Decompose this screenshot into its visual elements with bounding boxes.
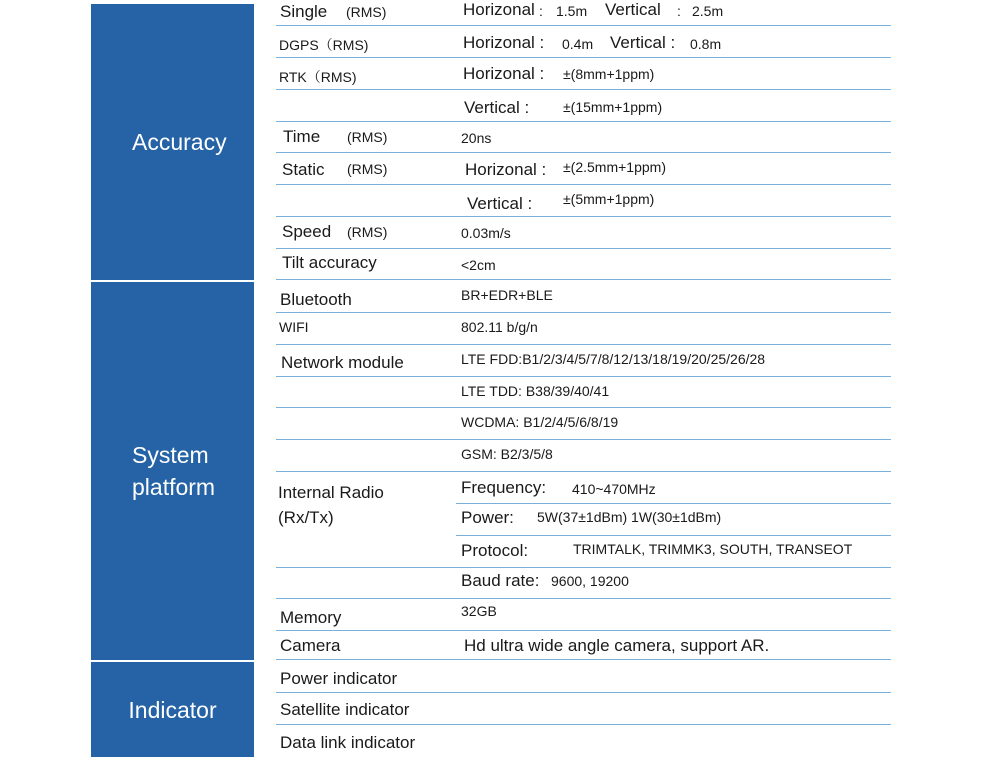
network-value: LTE TDD: B38/39/40/41 [461, 383, 610, 399]
row-label: DGPS（RMS) [279, 37, 369, 53]
row-label: Static [282, 160, 325, 179]
row-bluetooth [276, 282, 891, 313]
row-label: Speed [282, 222, 332, 241]
row-network [276, 345, 891, 377]
row-label: Network module [281, 353, 404, 372]
baud-value: 9600, 19200 [551, 573, 629, 589]
row-label: Satellite indicator [280, 700, 410, 719]
row-radio-baud [276, 568, 891, 599]
row-network-3 [276, 408, 891, 440]
horizontal-value: 0.4m [562, 36, 594, 52]
row-label: Time [283, 127, 321, 146]
row-wifi [276, 313, 891, 345]
vertical-value: 0.8m [690, 36, 722, 52]
horizontal-label: Horizonal : [465, 160, 547, 179]
row-satellite-indicator [276, 693, 891, 725]
category-indicator [91, 662, 254, 757]
frequency-value: 410~470MHz [572, 481, 656, 497]
memory-value: 32GB [461, 603, 497, 619]
time-value: 20ns [461, 130, 492, 146]
rms-label: (RMS) [347, 129, 388, 145]
rms-label: (RMS) [347, 161, 388, 177]
vertical-value: ±(15mm+1ppm) [563, 99, 663, 115]
network-value: WCDMA: B1/2/4/5/6/8/19 [461, 414, 619, 430]
category-accuracy [91, 4, 254, 280]
horizontal-value: 1.5m [556, 3, 588, 19]
row-label: Data link indicator [280, 733, 416, 752]
baud-label: Baud rate: [461, 571, 540, 590]
vertical-label: Vertical : [464, 98, 530, 117]
horizontal-value: ±(2.5mm+1ppm) [563, 159, 666, 175]
rms-label: (RMS) [347, 224, 388, 240]
row-tilt [276, 249, 891, 280]
tilt-value: <2cm [461, 257, 496, 273]
horizontal-label: Horizonal [463, 0, 535, 19]
row-radio-protocol [276, 536, 891, 568]
row-label: Power indicator [280, 669, 398, 688]
frequency-label: Frequency: [461, 478, 547, 497]
vertical-label: Vertical [605, 0, 661, 19]
row-single [276, 0, 891, 26]
row-radio-power [456, 504, 891, 536]
row-rtk [276, 58, 891, 90]
row-dgps [276, 26, 891, 58]
category-system-platform [91, 282, 254, 660]
power-label: Power: [461, 508, 514, 527]
radio-label: Internal Radio (Rx/Tx) [278, 483, 384, 527]
vertical-sep: : [677, 3, 681, 19]
row-power-indicator [276, 662, 891, 693]
category-label: System platform [132, 442, 216, 500]
vertical-label: Vertical : [610, 33, 676, 52]
speed-value: 0.03m/s [461, 225, 511, 241]
horizontal-label: Horizonal : [463, 64, 545, 83]
row-label: Bluetooth [280, 290, 352, 309]
protocol-value: TRIMTALK, TRIMMK3, SOUTH, TRANSEOT [573, 541, 853, 557]
category-label: Indicator [128, 696, 217, 723]
rms-label: (RMS) [346, 4, 387, 20]
horizontal-value: ±(8mm+1ppm) [563, 66, 655, 82]
row-time [276, 122, 891, 153]
row-rtk-vertical [276, 90, 891, 122]
category-label: Accuracy [132, 129, 227, 155]
row-label: Single [280, 2, 328, 21]
row-label: Memory [280, 608, 342, 627]
network-value: LTE FDD:B1/2/3/4/5/7/8/12/13/18/19/20/25/26/28 [461, 351, 766, 367]
vertical-value: 2.5m [692, 3, 724, 19]
row-static-vertical [276, 185, 891, 217]
vertical-value: ±(5mm+1ppm) [563, 191, 655, 207]
vertical-label: Vertical : [467, 194, 533, 213]
row-label: Camera [280, 636, 341, 655]
row-label: RTK（RMS) [279, 69, 357, 85]
bluetooth-value: BR+EDR+BLE [461, 287, 553, 303]
protocol-label: Protocol: [461, 541, 529, 560]
row-network-2 [276, 377, 891, 408]
row-label: Tilt accuracy [282, 253, 377, 272]
power-value: 5W(37±1dBm) 1W(30±1dBm) [537, 509, 722, 525]
wifi-value: 802.11 b/g/n [461, 319, 538, 335]
row-radio-frequency [456, 472, 891, 504]
network-value: GSM: B2/3/5/8 [461, 446, 553, 462]
row-memory [276, 599, 891, 631]
horizontal-sep: : [539, 3, 543, 19]
row-speed [276, 217, 891, 249]
camera-value: Hd ultra wide angle camera, support AR. [464, 636, 770, 655]
row-label: WIFI [279, 319, 309, 335]
row-camera [276, 631, 891, 660]
row-static [276, 153, 891, 185]
horizontal-label: Horizonal : [463, 33, 545, 52]
row-datalink-indicator [276, 725, 891, 757]
row-network-4 [276, 440, 891, 472]
